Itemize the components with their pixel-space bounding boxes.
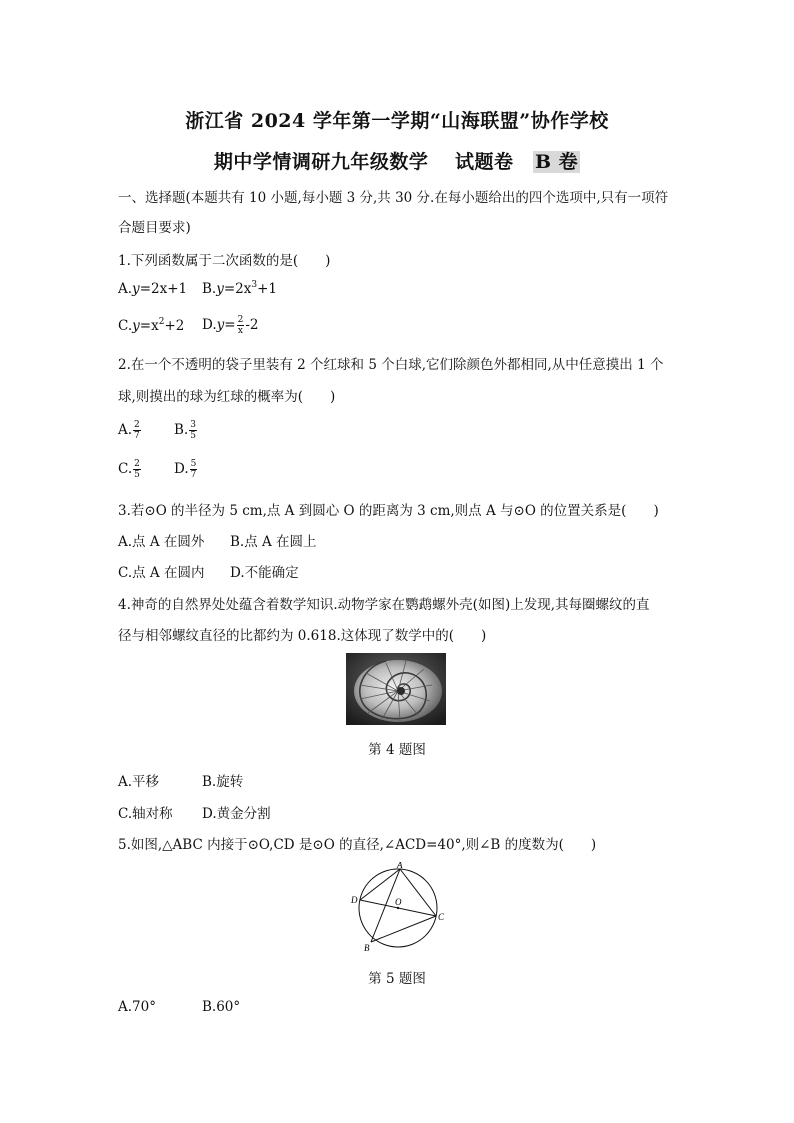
q1-option-c: $C.y=x^2+2$ [118,317,185,334]
label-c: C [438,912,445,922]
q5-stem: 5.如图,△ABC 内接于⊙O,CD 是⊙O 的直径,∠ACD=40°,则∠B 的度数为( ) [118,837,597,853]
label-a: A [397,862,403,870]
q1-stem: 1.下列函数属于二次函数的是( ) [118,253,331,269]
segment-ac [400,869,436,916]
q1-option-b: $B.y=2x^3+1$ [202,280,278,297]
exam-title-main: 期中学情调研九年级数学 试题卷 [213,151,533,173]
q3-option-a: A.点 A 在圆外 [118,534,205,550]
nautilus-shell-image [346,653,446,725]
q3-option-c: C.点 A 在圆内 [118,565,205,581]
q1-d-fraction: $\frac{2}{x}$ [237,315,244,336]
q2-stem-line2: 球,则摸出的球为红球的概率为( ) [118,389,336,405]
q5-option-a: A.70° [118,999,156,1015]
section-instruction-line2: 合题目要求) [118,220,191,236]
section-instruction-line1: 一、选择题(本题共有 10 小题,每小题 3 分,共 30 分.在每小题给出的四个选项中,只有一项符 [118,190,669,206]
q5-figure-caption: 第 5 题图 [368,971,426,987]
q2-option-d: D. $\frac{5}{7}$ [174,459,197,480]
label-d: D [351,895,358,905]
q1-option-d: D.y= $\frac{2}{x}$ -2 [202,315,259,336]
exam-version-tag: B 卷 [534,151,579,173]
q1-option-a: A.y=2x+1 [118,281,188,297]
q4-stem-line2: 径与相邻螺纹直径的比都约为 0.618.这体现了数学中的( ) [118,628,487,644]
q5-circle-figure [345,862,451,958]
q2-option-b: B. $\frac{3}{5}$ [174,420,196,441]
q5-option-b: B.60° [202,999,241,1015]
q2-option-a: A. $\frac{2}{7}$ [118,420,140,441]
q4-stem-line1: 4.神奇的自然界处处蕴含着数学知识.动物学家在鹦鹉螺外壳(如图)上发现,其每圈螺纹的直 [118,597,650,613]
q2-stem-line1: 2.在一个不透明的袋子里装有 2 个红球和 5 个白球,它们除颜色外都相同,从中任意摸出 1 个 [118,357,664,373]
q4-option-c: C.轴对称 [118,806,173,822]
center-point [397,907,399,909]
q2-option-c: C. $\frac{2}{5}$ [118,459,140,480]
q4-option-d: D.黄金分割 [202,806,271,822]
q4-option-a: A.平移 [118,774,160,790]
exam-title-line1: 浙江省 2024 学年第一学期“山海联盟”协作学校 [185,110,609,132]
segment-bc [371,916,436,942]
q4-figure-caption: 第 4 题图 [368,742,426,758]
q4-option-b: B.旋转 [202,774,244,790]
label-b: B [364,943,370,953]
q3-stem: 3.若⊙O 的半径为 5 cm,点 A 到圆心 O 的距离为 3 cm,则点 A 与⊙O 的位置关系是( ) [118,503,659,519]
q3-option-b: B.点 A 在圆上 [230,534,317,550]
q3-option-d: D.不能确定 [230,565,299,581]
exam-title-line2 [0,147,794,174]
label-o: O [395,897,402,907]
